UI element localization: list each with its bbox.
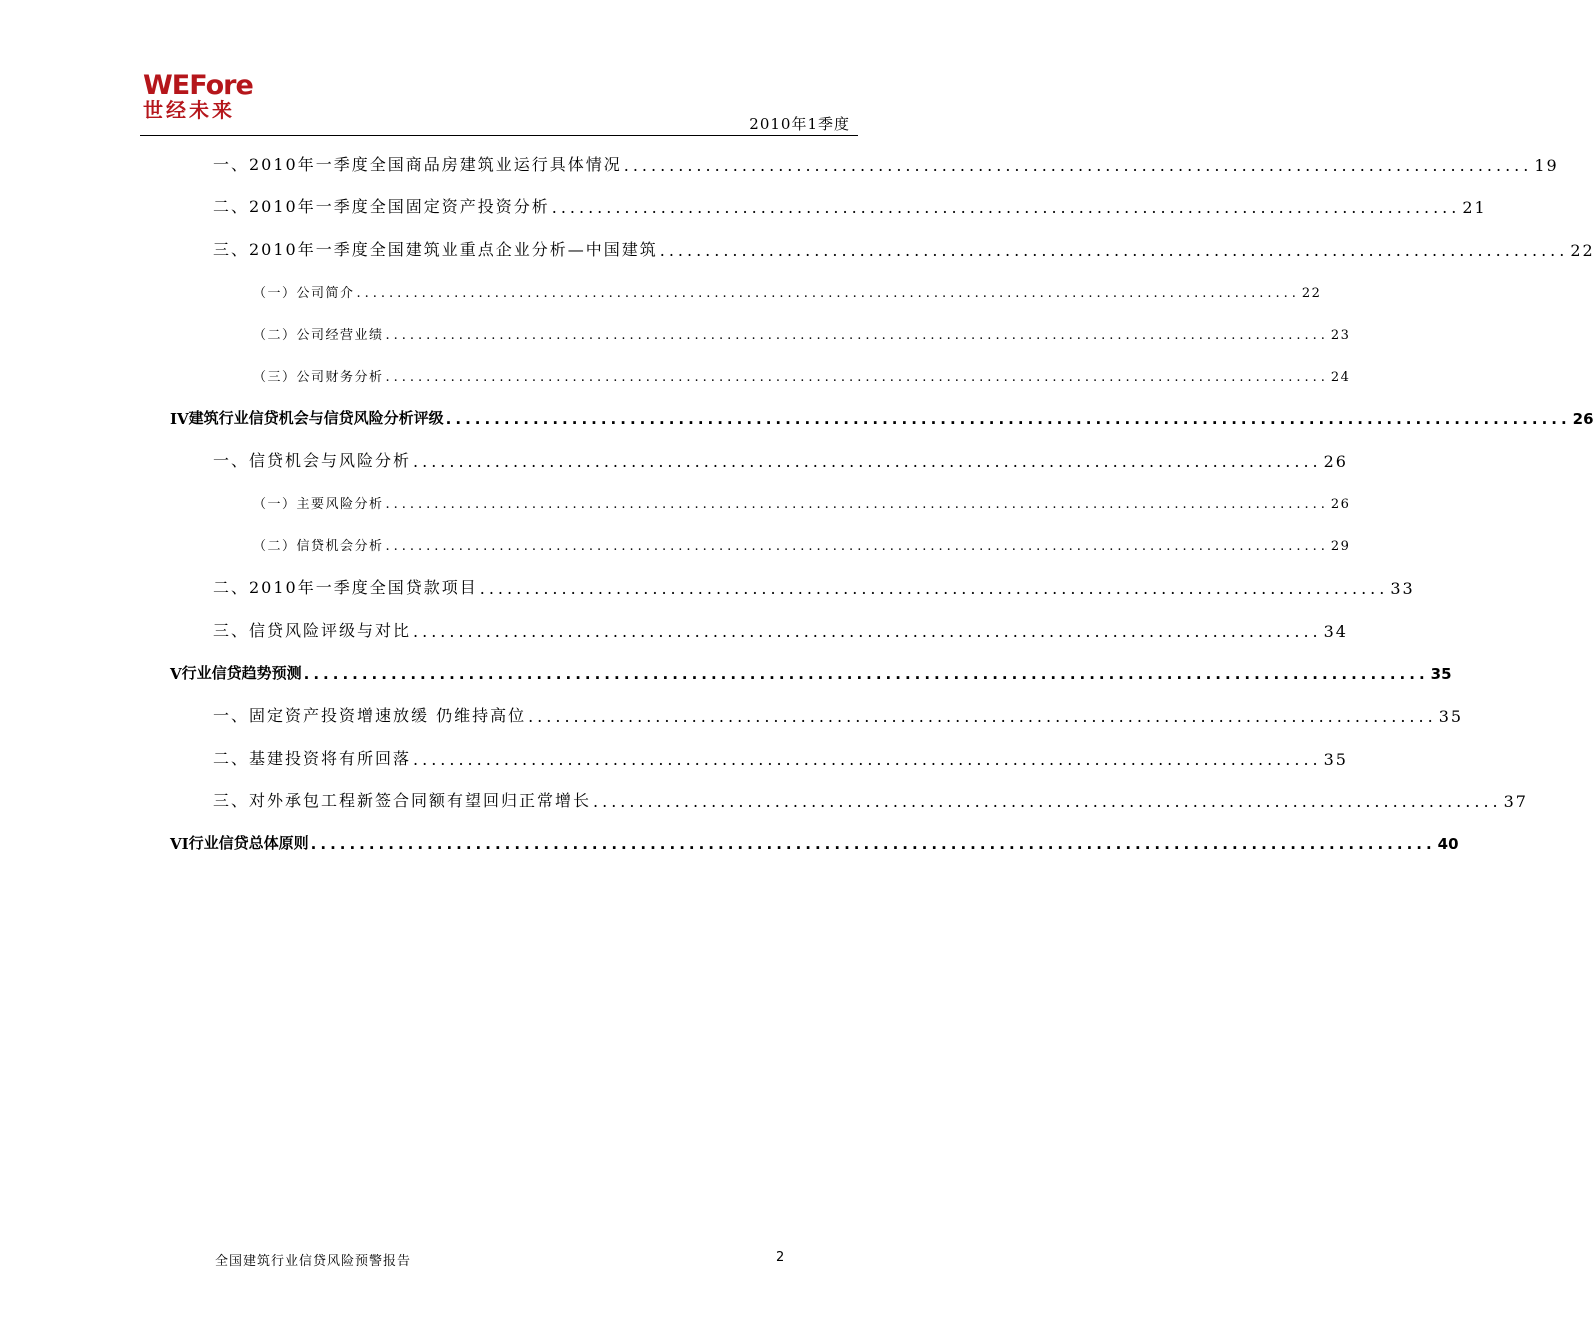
toc-entry[interactable] <box>253 493 1351 512</box>
toc-entry-page: 35 <box>1438 707 1464 726</box>
toc-entry-label: 一、2010年一季度全国商品房建筑业运行具体情况 <box>213 155 622 174</box>
toc-leader-dots: .................................................................................................... <box>413 452 1322 471</box>
toc-leader-dots: .................................................................................................................... <box>385 370 1329 385</box>
toc-entry-page: 40 <box>1437 835 1459 853</box>
toc-entry[interactable] <box>253 366 1351 385</box>
footer-report-title: 全国建筑行业信贷风险预警报告 <box>215 1254 412 1269</box>
toc-chapter[interactable] <box>170 832 1459 853</box>
toc-leader-dots: .................................................................................................... <box>593 792 1502 811</box>
toc-leader-dots: .................................................................................................................... <box>303 665 1429 683</box>
toc-entry[interactable] <box>213 788 1528 811</box>
toc-entry-label: 二、基建投资将有所回落 <box>213 749 412 768</box>
toc-leader-dots: .................................................................................................................... <box>385 539 1329 554</box>
toc-entry-label: （二）公司经营业绩 <box>253 328 384 343</box>
toc-leader-dots: .................................................................................................................... <box>445 410 1571 428</box>
toc-entry-label: 二、2010年一季度全国贷款项目 <box>213 578 478 597</box>
toc-entry-page: 21 <box>1462 198 1487 217</box>
toc-entry-page: 26 <box>1323 452 1348 471</box>
toc-leader-dots: .................................................................................................... <box>551 198 1461 217</box>
toc-chapter[interactable] <box>170 662 1452 683</box>
toc-entry-page: 34 <box>1323 622 1348 641</box>
toc-leader-dots: .................................................................................................................... <box>385 328 1329 343</box>
toc-entry-label: （一）公司简介 <box>253 286 355 301</box>
toc-entry[interactable] <box>213 237 1595 260</box>
toc-entry-label: 二、2010年一季度全国固定资产投资分析 <box>213 197 550 216</box>
toc-entry-label: （二）信贷机会分析 <box>253 539 384 554</box>
toc-entry[interactable] <box>213 703 1464 726</box>
toc-entry-page: 37 <box>1503 792 1528 811</box>
toc-entry-page: 35 <box>1430 665 1452 683</box>
toc-entry[interactable] <box>213 448 1348 471</box>
toc-leader-dots: .................................................................................................................... <box>356 286 1300 301</box>
toc-leader-dots: .................................................................................................... <box>479 579 1389 598</box>
toc-entry-page: 19 <box>1534 156 1559 175</box>
toc-entry[interactable] <box>253 535 1351 554</box>
toc-leader-dots: .................................................................................................... <box>528 707 1437 726</box>
toc-entry-label: 一、固定资产投资增速放缓 仍维持高位 <box>213 706 527 725</box>
toc-leader-dots: .................................................................................................... <box>623 156 1533 175</box>
logo-wordmark: WEFore <box>143 70 253 101</box>
chapter-numeral: V <box>170 665 182 683</box>
toc-entry-page: 24 <box>1330 370 1351 385</box>
toc-entry-page: 26 <box>1572 410 1594 428</box>
header-divider <box>140 135 858 136</box>
toc-entry[interactable] <box>213 746 1348 769</box>
toc-entry-page: 23 <box>1330 328 1351 343</box>
toc-entry[interactable] <box>253 282 1322 301</box>
report-period: 2010年1季度 <box>749 115 850 133</box>
toc-entry-label: 一、信贷机会与风险分析 <box>213 451 412 470</box>
toc-entry[interactable] <box>213 575 1415 598</box>
toc-entry[interactable] <box>253 324 1351 343</box>
toc-entry-page: 35 <box>1323 750 1348 769</box>
toc-entry[interactable] <box>213 618 1348 641</box>
toc-leader-dots: .................................................................................................... <box>413 750 1322 769</box>
toc-entry-page: 22 <box>1301 286 1322 301</box>
toc-entry-page: 29 <box>1330 539 1351 554</box>
chapter-numeral: IV <box>170 410 189 428</box>
toc-entry-label: （三）公司财务分析 <box>253 370 384 385</box>
toc-entry-label: 三、信贷风险评级与对比 <box>213 621 412 640</box>
chapter-numeral: VI <box>170 835 189 853</box>
toc-entry-label: 三、对外承包工程新签合同额有望回归正常增长 <box>213 791 592 810</box>
toc-leader-dots: .................................................................................................... <box>413 622 1322 641</box>
toc-entry[interactable] <box>213 152 1559 175</box>
toc-entry[interactable] <box>213 194 1487 217</box>
toc-entry-page: 22 <box>1570 241 1595 260</box>
footer-page-number: 2 <box>776 1250 785 1265</box>
toc-leader-dots: .................................................................................................................... <box>310 835 1436 853</box>
toc-leader-dots: .................................................................................................... <box>659 241 1569 260</box>
toc-chapter[interactable] <box>170 407 1594 428</box>
toc-entry-label: 行业信贷总体原则 <box>188 834 309 852</box>
wefore-logo <box>143 72 253 121</box>
toc-entry-label: 建筑行业信贷机会与信贷风险分析评级 <box>188 409 444 427</box>
toc-entry-page: 26 <box>1330 497 1351 512</box>
toc-entry-label: 三、2010年一季度全国建筑业重点企业分析—中国建筑 <box>213 240 658 259</box>
toc-entry-page: 33 <box>1390 579 1415 598</box>
toc-entry-label: （一）主要风险分析 <box>253 497 384 512</box>
logo-chinese-name: 世经未来 <box>143 98 235 122</box>
toc-leader-dots: .................................................................................................................... <box>385 497 1329 512</box>
toc-entry-label: 行业信贷趋势预测 <box>181 664 302 682</box>
